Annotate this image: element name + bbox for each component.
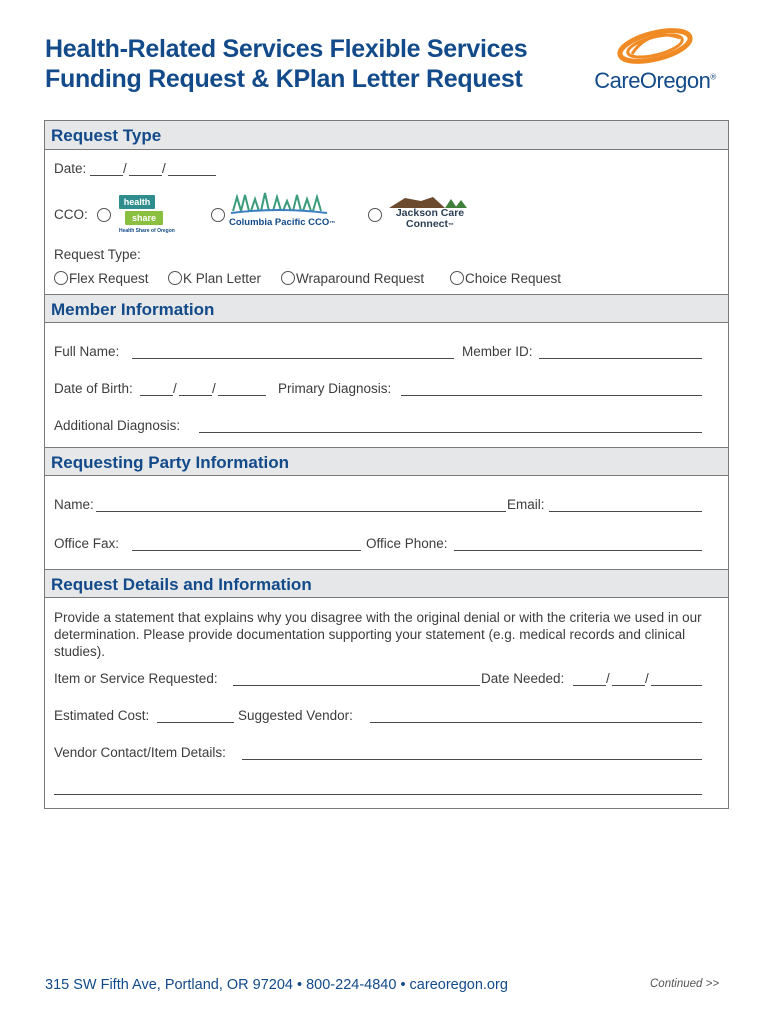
party-email-label: Email: [507,497,545,512]
jackson-care-connect-logo: Jackson Care Connect™ [385,195,475,235]
date-needed-label: Date Needed: [481,671,565,686]
tree-line-icon [229,189,329,215]
footer-address: 315 SW Fifth Ave, Portland, OR 97204 • 800-224-4840 • careoregon.org [45,977,508,993]
primary-diagnosis-field[interactable] [401,395,702,396]
careoregon-swirl-icon [610,24,700,68]
party-email-field[interactable] [549,511,702,512]
date-needed-year-field[interactable] [651,685,702,686]
page-title [45,34,585,94]
radio-wraparound-request[interactable] [281,271,295,285]
member-id-field[interactable] [539,358,702,359]
office-fax-field[interactable] [132,550,361,551]
item-requested-field[interactable] [233,685,480,686]
option-flex-request: Flex Request [69,271,149,286]
date-needed-month-field[interactable] [573,685,606,686]
member-id-label: Member ID: [462,344,533,359]
title-line-1: Health-Related Services Flexible Services [45,35,528,63]
cco-label: CCO: [54,207,88,222]
date-month-field[interactable] [90,175,123,176]
full-name-label: Full Name: [54,344,120,359]
section-header-member-information: Member Information [45,294,728,323]
dob-year-field[interactable] [218,395,266,396]
office-fax-label: Office Fax: [54,536,120,551]
dob-label: Date of Birth: [54,381,133,396]
additional-diagnosis-field[interactable] [199,432,702,433]
option-wraparound-request: Wraparound Request [296,271,425,286]
option-choice-request: Choice Request [465,271,562,286]
section-header-requesting-party: Requesting Party Information [45,447,728,476]
suggested-vendor-label: Suggested Vendor: [238,708,353,723]
vendor-contact-label: Vendor Contact/Item Details: [54,745,226,760]
careoregon-logo [580,24,730,100]
estimated-cost-field[interactable] [157,722,234,723]
vendor-contact-field-line-2[interactable] [54,794,702,795]
radio-k-plan-letter[interactable] [168,271,182,285]
careoregon-wordmark: CareOregon® [594,68,716,93]
date-year-field[interactable] [168,175,216,176]
section-header-request-type: Request Type [45,121,728,150]
suggested-vendor-field[interactable] [370,722,702,723]
cco-radio-columbia-pacific[interactable] [211,208,225,222]
details-instructions: Provide a statement that explains why you disagree with the original denial or with the criteria we used in our determination. Please provide documentation supporting your statement (e.g. medical records and clinical studies). [54,610,702,659]
cco-radio-jackson-care[interactable] [368,208,382,222]
request-form: Request Type Date: / / CCO: health share Health Share of Oregon Columbia Pacific CCO™ Jackson Care Connect™ Request Type: Flex Request K Plan Letter Wraparound Request Choice Request Member Information Full Name: Member ID: Date of Birth: / / Primary Diagnosis: Additional Diagnosis: Requesting Party Information Name: Email: Office Fax: Office Phone: Request Details and Information Provide a statement that explains why you disagree with the original denial or with the criteria we used in our determination. Please provide documentation supporting your statement (e.g. medical records and clinical studies). Item or Service Requested: Date Needed: / / Estimated Cost: Suggested Vendor: Vendor Contact/Item Details: [44,120,729,809]
date-needed-day-field[interactable] [612,685,645,686]
party-name-label: Name: [54,497,94,512]
vendor-contact-field[interactable] [242,759,702,760]
dob-day-field[interactable] [179,395,212,396]
title-line-2: Funding Request & KPlan Letter Request [45,65,523,93]
full-name-field[interactable] [132,358,454,359]
option-k-plan-letter: K Plan Letter [183,271,262,286]
request-type-label: Request Type: [54,247,141,262]
additional-diagnosis-label: Additional Diagnosis: [54,418,181,433]
columbia-pacific-logo: Columbia Pacific CCO™ [229,189,333,233]
radio-choice-request[interactable] [450,271,464,285]
continued-note: Continued >> [650,978,720,990]
party-name-field[interactable] [96,511,506,512]
date-day-field[interactable] [129,175,162,176]
item-requested-label: Item or Service Requested: [54,671,218,686]
cco-radio-health-share[interactable] [97,208,111,222]
section-header-request-details: Request Details and Information [45,569,728,598]
radio-flex-request[interactable] [54,271,68,285]
date-label: Date: [54,161,87,176]
health-share-logo: health share Health Share of Oregon [119,197,175,234]
dob-month-field[interactable] [140,395,173,396]
office-phone-label: Office Phone: [366,536,448,551]
primary-diagnosis-label: Primary Diagnosis: [278,381,392,396]
office-phone-field[interactable] [454,550,702,551]
estimated-cost-label: Estimated Cost: [54,708,150,723]
